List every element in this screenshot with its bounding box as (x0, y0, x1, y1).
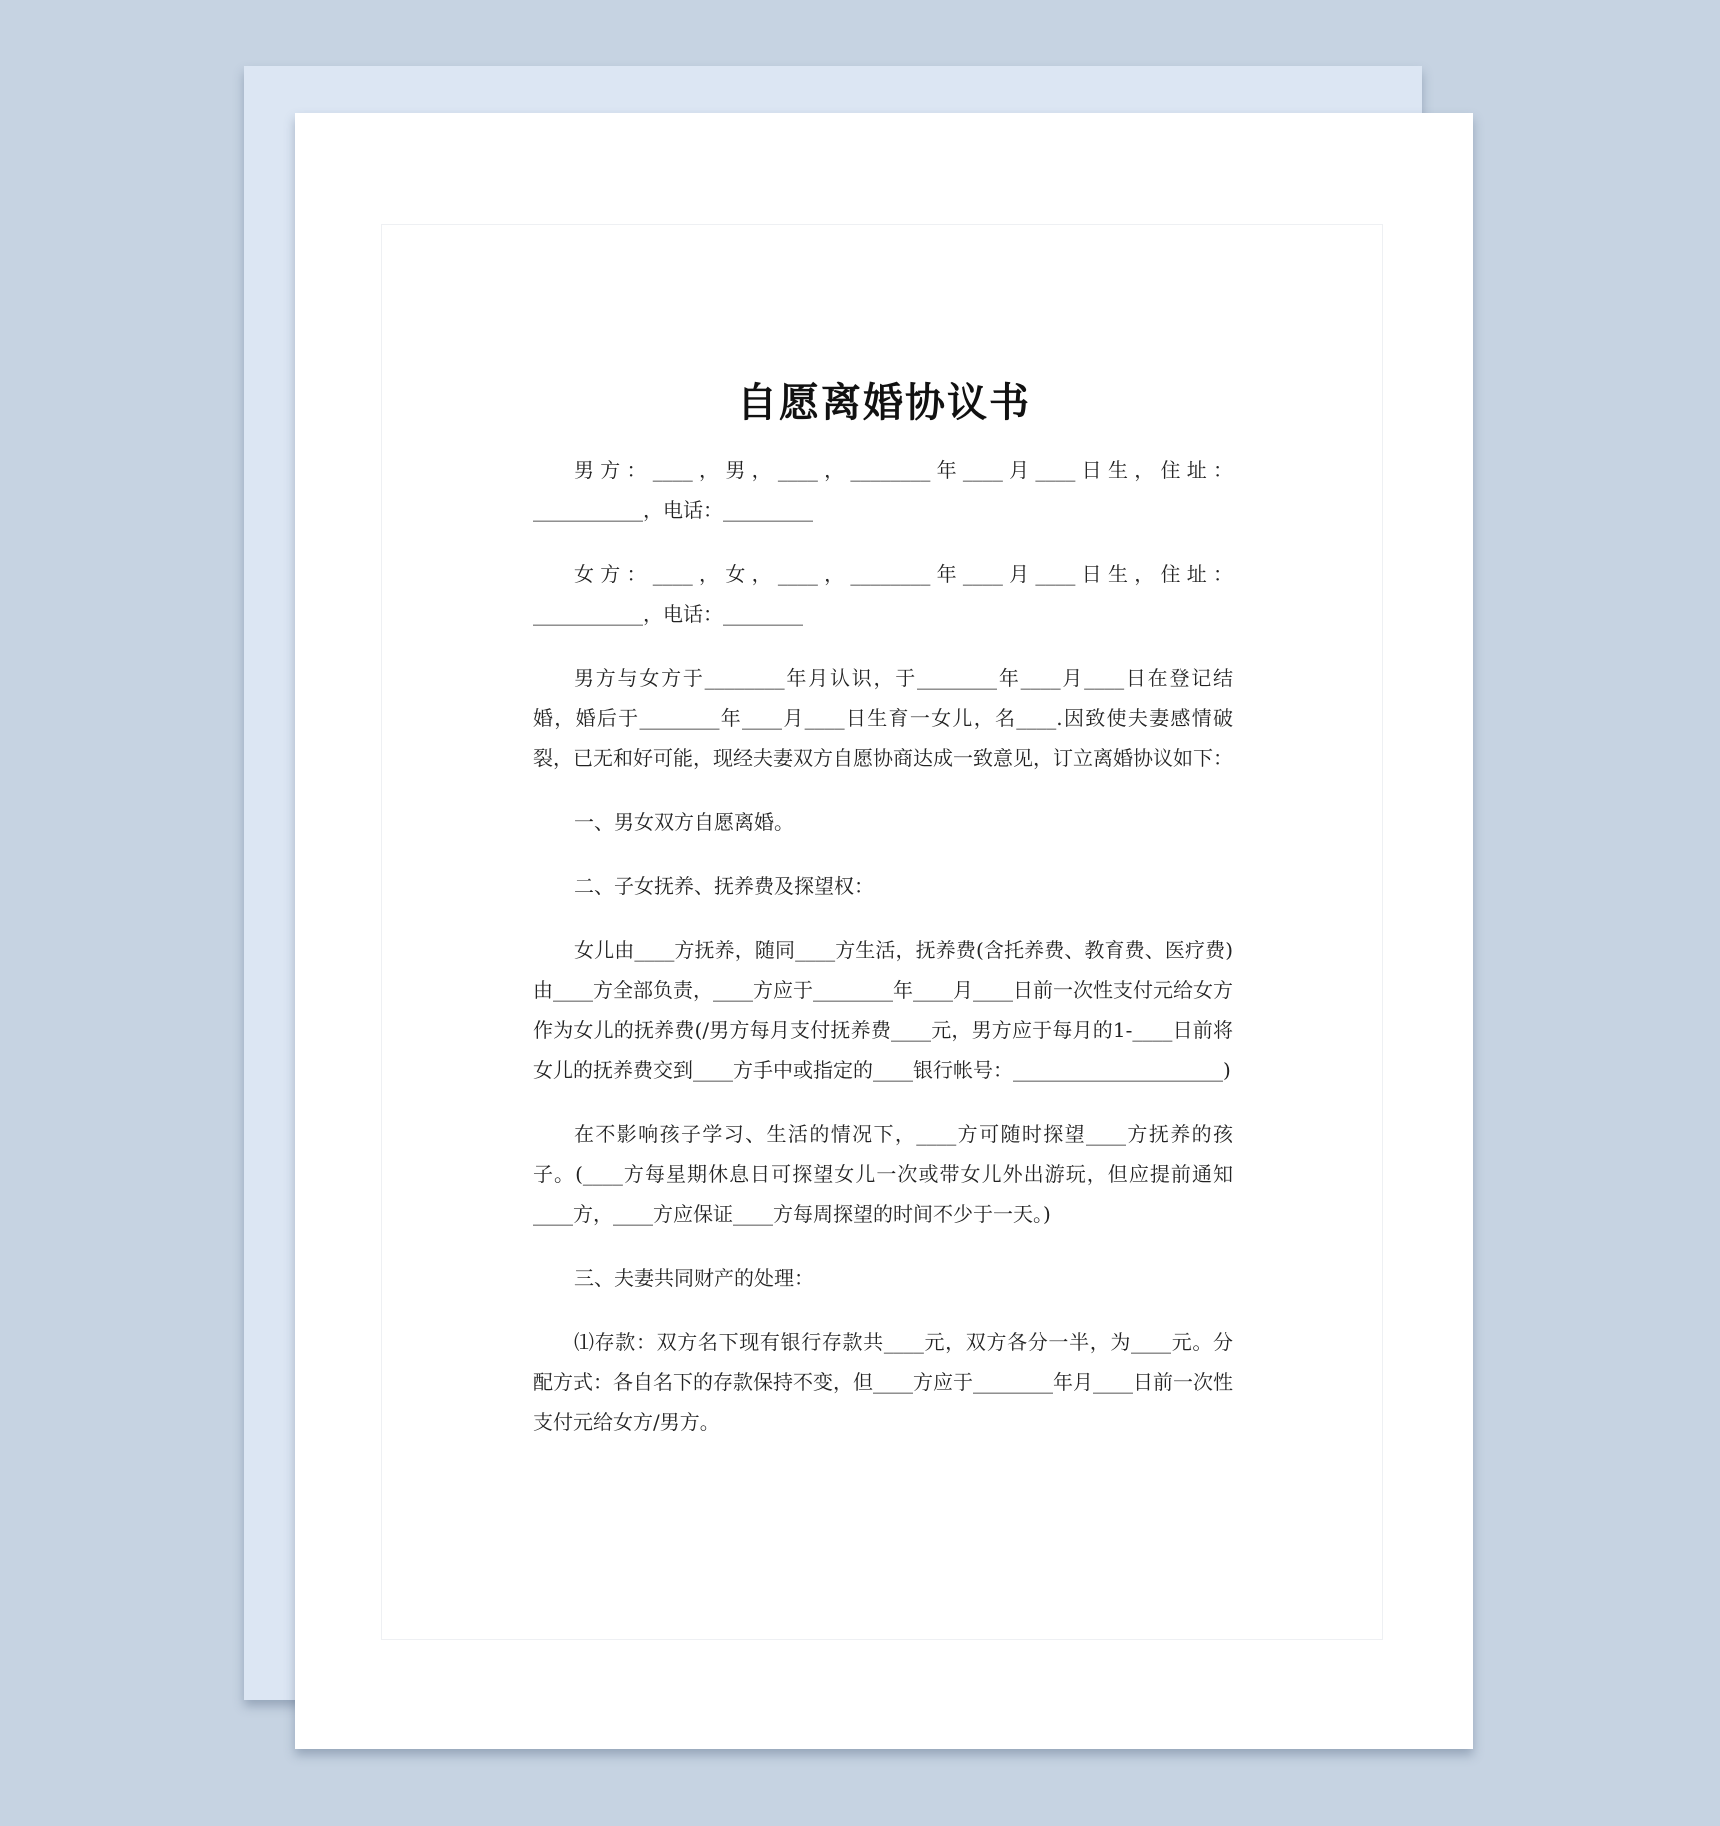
paragraph-husband-info: 男方：____，男，____，________年____月____日生，住址：___________，电话：_________ (533, 458, 1233, 522)
paragraph-visitation: 在不影响孩子学习、生活的情况下，____方可随时探望____方抚养的孩子。(____方每星期休息日可探望女儿一次或带女儿外出游玩，但应提前通知____方，____方应保证____方每周探望的时间不少于一天。) (533, 1122, 1233, 1226)
paragraph-clause-2-heading: 二、子女抚养、抚养费及探望权： (574, 874, 874, 898)
document-page (295, 113, 1473, 1749)
paragraph-clause-3-heading: 三、夫妻共同财产的处理： (574, 1266, 814, 1290)
paragraph-clause-1: 一、男女双方自愿离婚。 (574, 810, 794, 834)
paragraph-wife-info: 女方：____，女，____，________年____月____日生，住址：___________，电话：________ (533, 562, 1233, 626)
paragraph-savings: ⑴存款：双方名下现有银行存款共____元，双方各分一半，为____元。分配方式：各自名下的存款保持不变，但____方应于________年月____日前一次性支付元给女方/男方。 (533, 1330, 1233, 1434)
document-body (533, 450, 1233, 1466)
paragraph-child-custody: 女儿由____方抚养，随同____方生活，抚养费(含托养费、教育费、医疗费)由____方全部负责，____方应于________年____月____日前一次性支付元给女方作为女儿的抚养费(/男方每月支付抚养费____元，男方应于每月的1-____日前将女儿的抚养费交到____方手中或指定的____银行帐号：_____________________) (533, 938, 1233, 1082)
document-title: 自愿离婚协议书 (737, 379, 1031, 426)
paragraph-background: 男方与女方于________年月认识，于________年____月____日在登记结婚，婚后于________年____月____日生育一女儿，名____.因致使夫妻感情破裂，已无和好可能，现经夫妻双方自愿协商达成一致意见，订立离婚协议如下： (533, 666, 1233, 770)
